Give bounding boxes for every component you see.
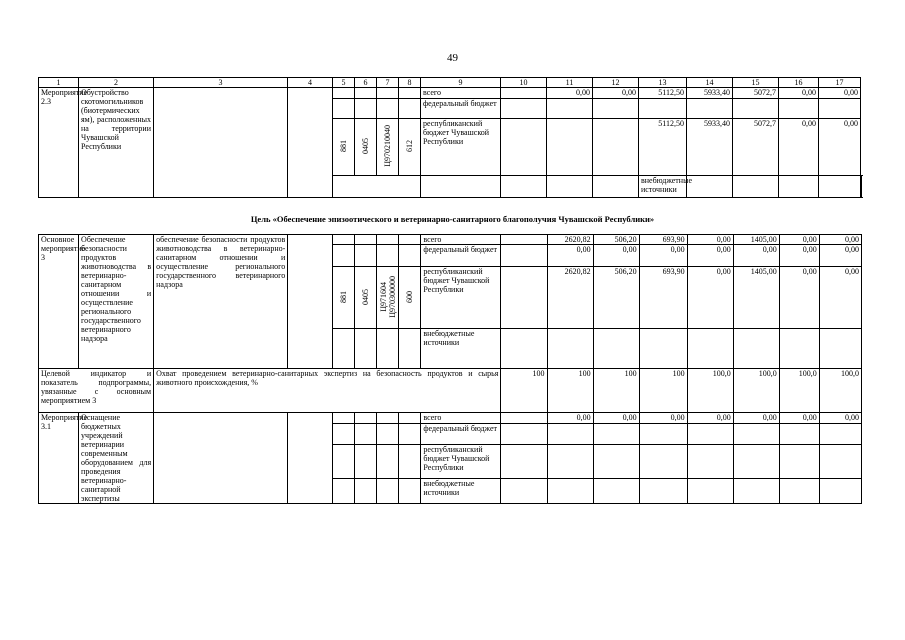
event-code: Мероприятие 2.3 xyxy=(39,88,79,198)
table-cell: 0,00 xyxy=(819,235,861,245)
funding-source: федеральный бюджет xyxy=(421,423,501,444)
task-cell xyxy=(154,88,288,198)
table-cell: 693,90 xyxy=(639,235,687,245)
event-name: Обустройство скотомогильников (биотермических ям), расположенных на территории Чувашской Республики xyxy=(79,88,154,198)
table-cell: 0,00 xyxy=(819,413,861,424)
table-cell xyxy=(501,235,547,245)
vr-code: 600 xyxy=(405,290,415,303)
table-cell xyxy=(501,245,547,267)
funding-source: внебюджетные источники xyxy=(421,478,501,503)
table-cell: 2620,82 xyxy=(547,267,593,329)
table-cell: Ц971604 xyxy=(379,281,389,312)
budget-table-bottom xyxy=(38,234,862,504)
indicator-row xyxy=(39,369,862,413)
page-number: 49 xyxy=(447,52,458,64)
event-code: Мероприятие 3.1 xyxy=(39,413,79,504)
table-cell: 0,00 xyxy=(547,413,593,424)
gr-code: 881 xyxy=(339,140,348,152)
funding-source: всего xyxy=(421,235,501,245)
table-cell: 2620,82 xyxy=(547,235,593,245)
table-cell: Ц970300000 xyxy=(388,275,398,318)
table-cell xyxy=(593,119,639,176)
table-cell: 0,00 xyxy=(593,413,639,424)
table-cell: 0,00 xyxy=(733,413,779,424)
table-cell: 100,0 xyxy=(733,369,779,413)
table-row xyxy=(39,413,862,424)
table-cell: 100 xyxy=(593,369,639,413)
indicator-text: Охват проведением ветеринарно-санитарных экспертиз на безопасность продуктов и сырья животного происхождения, % xyxy=(154,369,501,413)
task-cell: обеспечение безопасности продуктов животноводства в ветеринарно-санитарном отношении и осуществление регионального государственного ветеринарного надзора xyxy=(154,235,288,369)
table-cell: 0,00 xyxy=(779,413,819,424)
funding-source: республиканский бюджет Чувашской Республики xyxy=(421,119,501,176)
table-cell: 0,00 xyxy=(593,245,639,267)
table-cell: 0,00 xyxy=(733,245,779,267)
funding-source: республиканский бюджет Чувашской Республики xyxy=(421,444,501,478)
table-cell: 0,00 xyxy=(779,267,819,329)
table-cell: 1405,00 xyxy=(733,267,779,329)
funding-source: внебюджетные источники xyxy=(421,329,501,369)
table-cell: 1405,00 xyxy=(733,235,779,245)
table-row xyxy=(39,88,862,99)
column-number: 2 xyxy=(79,78,154,88)
gr-code: 881 xyxy=(339,290,349,303)
column-number: 10 xyxy=(501,78,547,88)
table-cell xyxy=(501,267,547,329)
budget-table-top xyxy=(38,77,862,198)
table-cell: 0,00 xyxy=(779,119,819,176)
table-cell: 693,90 xyxy=(639,267,687,329)
table-cell: 0,00 xyxy=(687,413,733,424)
column-number: 15 xyxy=(733,78,779,88)
funding-source: всего xyxy=(421,88,501,99)
funding-source: республиканский бюджет Чувашской Республики xyxy=(421,267,501,329)
table-cell: 506,20 xyxy=(593,267,639,329)
table-cell: 0,00 xyxy=(687,245,733,267)
section-goal-title: Цель «Обеспечение эпизоотического и ветеринарно-санитарного благополучия Чувашской Республики» xyxy=(250,214,655,224)
funding-source: внебюджетные источники xyxy=(639,176,687,198)
funding-source: федеральный бюджет xyxy=(421,245,501,267)
event-code: Основное мероприятие 3 xyxy=(39,235,79,369)
table-cell xyxy=(547,119,593,176)
indicator-label: Целевой индикатор и показатель подпрограммы, увязанные с основным мероприятием 3 xyxy=(39,369,154,413)
vr-code: 612 xyxy=(405,140,414,152)
rz-code: 0405 xyxy=(361,138,370,154)
column-number: 17 xyxy=(819,78,861,88)
table-cell: 0,00 xyxy=(779,88,819,99)
column-number: 11 xyxy=(547,78,593,88)
table-cell: 100,0 xyxy=(687,369,733,413)
table-cell: 0,00 xyxy=(639,413,687,424)
column-number: 6 xyxy=(355,78,377,88)
table-cell: 100 xyxy=(639,369,687,413)
table-cell: 0,00 xyxy=(687,235,733,245)
column-number: 8 xyxy=(399,78,421,88)
executor-cell xyxy=(288,413,333,504)
table-cell: 100,0 xyxy=(779,369,819,413)
csr-code: Ц970210040 xyxy=(383,125,392,167)
table-cell: 0,00 xyxy=(593,88,639,99)
column-number: 5 xyxy=(333,78,355,88)
table-cell: 5072,7 xyxy=(733,119,779,176)
table-cell: 0,00 xyxy=(687,267,733,329)
table-cell: 5112,50 xyxy=(639,119,687,176)
table-cell: 0,00 xyxy=(547,88,593,99)
column-number: 9 xyxy=(421,78,501,88)
table-cell: 0,00 xyxy=(779,245,819,267)
table-row xyxy=(39,235,862,245)
table-cell: 0,00 xyxy=(819,88,861,99)
csr-code xyxy=(379,276,397,318)
table-cell: 0,00 xyxy=(547,245,593,267)
column-number: 7 xyxy=(377,78,399,88)
table-cell: 5933,40 xyxy=(687,88,733,99)
column-number: 12 xyxy=(593,78,639,88)
table-cell xyxy=(501,119,547,176)
table-cell: 5112,50 xyxy=(639,88,687,99)
column-number: 4 xyxy=(288,78,333,88)
table-cell: 100,0 xyxy=(819,369,861,413)
executor-cell xyxy=(288,235,333,369)
event-name: Оснащение бюджетных учреждений ветеринарии современным оборудованием для проведения ветеринарно-санитарной экспертизы xyxy=(79,413,154,504)
funding-source: всего xyxy=(421,413,501,424)
table-cell: 5933,40 xyxy=(687,119,733,176)
table-cell: 0,00 xyxy=(639,245,687,267)
table-cell: 0,00 xyxy=(819,267,861,329)
executor-cell xyxy=(288,88,333,198)
column-number: 3 xyxy=(154,78,288,88)
column-number: 14 xyxy=(687,78,733,88)
funding-source: федеральный бюджет xyxy=(421,99,501,119)
column-number: 1 xyxy=(39,78,79,88)
table-cell: 506,20 xyxy=(593,235,639,245)
table-cell: 0,00 xyxy=(779,235,819,245)
rz-code: 0405 xyxy=(361,288,371,305)
task-cell xyxy=(154,413,288,504)
table-cell xyxy=(501,413,547,424)
event-name: Обеспечение безопасности продуктов животноводства в ветеринарно-санитарном отношении и осуществление регионального государственного ветеринарного надзора xyxy=(79,235,154,369)
table-cell: 100 xyxy=(501,369,547,413)
table-cell: 5072,7 xyxy=(733,88,779,99)
table-cell: 0,00 xyxy=(819,119,861,176)
column-number: 16 xyxy=(779,78,819,88)
table-cell: 100 xyxy=(547,369,593,413)
table-cell xyxy=(501,88,547,99)
column-numbers-row xyxy=(39,78,862,88)
table-cell: 0,00 xyxy=(819,245,861,267)
column-number: 13 xyxy=(639,78,687,88)
